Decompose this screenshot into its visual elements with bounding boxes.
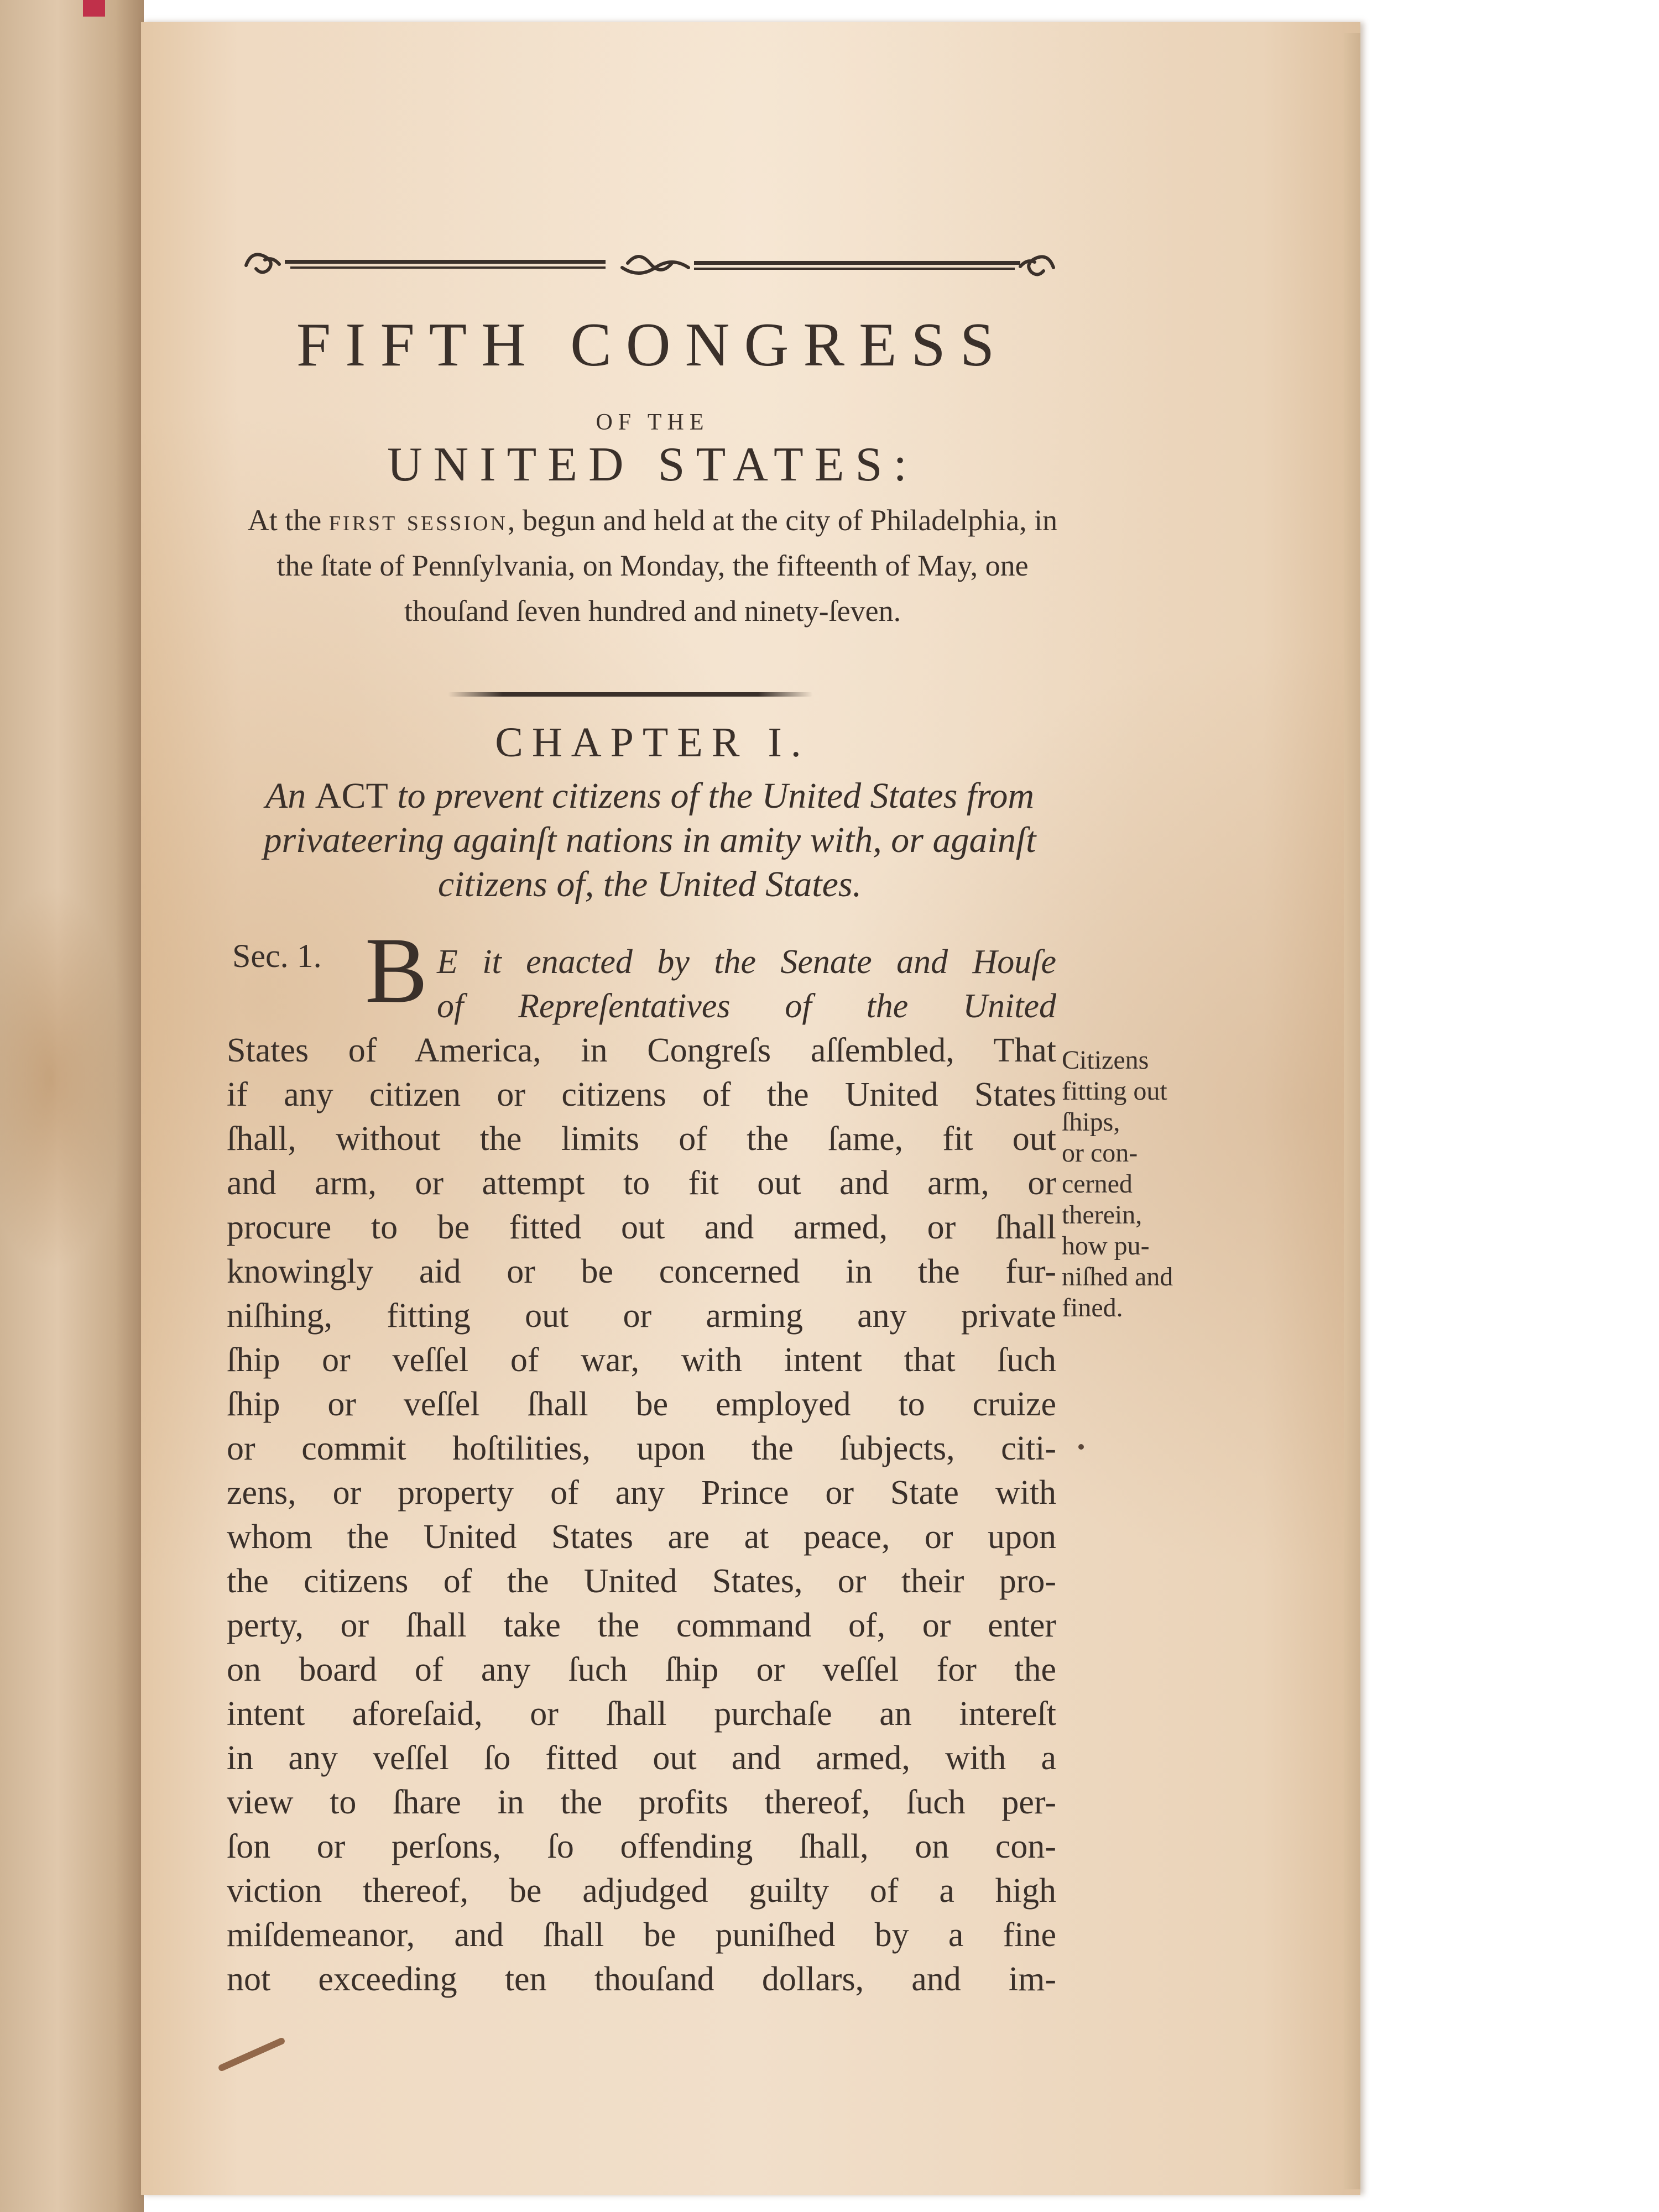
body-line: knowingly aid or be concerned in the fur- bbox=[227, 1253, 1056, 1290]
body-line: whom the United States are at peace, or upon bbox=[227, 1518, 1056, 1556]
act-word: ACT bbox=[315, 776, 388, 816]
act-title bbox=[232, 774, 1067, 907]
page-subtitle: UNITED STATES: bbox=[387, 438, 918, 491]
ribbon-marker bbox=[83, 0, 105, 17]
body-line: not exceeding ten thouſand dollars, and im- bbox=[227, 1960, 1056, 1998]
body-line: niſhing, fitting out or arming any private bbox=[227, 1297, 1056, 1335]
body-line: view to ſhare in the profits thereof, ſuch per- bbox=[227, 1784, 1056, 1821]
title-connector: OF THE bbox=[596, 410, 709, 435]
session-description bbox=[238, 498, 1067, 634]
body-line: of Repreſentatives of the United bbox=[437, 987, 1056, 1025]
drop-cap: B bbox=[365, 918, 428, 1022]
body-line: miſdemeanor, and ſhall be puniſhed by a fine bbox=[227, 1916, 1056, 1954]
page-edge bbox=[1344, 33, 1360, 2189]
session-prefix: At the bbox=[247, 504, 322, 537]
act-description: to prevent citizens of the United States from privateering againſt nations in amity with, or againſt citizens of, the United States. bbox=[263, 776, 1036, 904]
body-line: intent aforeſaid, or ſhall purchaſe an intereſt bbox=[227, 1695, 1056, 1733]
section-body bbox=[227, 940, 1056, 2001]
act-prefix: An bbox=[265, 776, 306, 816]
section-label: Sec. 1. bbox=[232, 938, 322, 974]
chapter-heading: CHAPTER I. bbox=[495, 719, 810, 766]
body-line: ſhip or veſſel of war, with intent that ſuch bbox=[227, 1341, 1056, 1379]
body-line: in any veſſel ſo fitted out and armed, with a bbox=[227, 1739, 1056, 1777]
water-stain bbox=[0, 885, 127, 1272]
body-line: if any citizen or citizens of the United States bbox=[227, 1076, 1056, 1113]
page-title: FIFTH CONGRESS bbox=[296, 311, 1009, 379]
divider-rule bbox=[448, 692, 813, 697]
session-rest: , begun and held at the city of Philadelphia, in the ſtate of Pennſylvania, on Monday, the fifteenth of May, one thouſand ſeven hundred and ninety-ſeven. bbox=[276, 504, 1058, 627]
ornament-rule-icon bbox=[241, 243, 1059, 287]
body-line: or commit hoſtilities, upon the ſubjects, citi- bbox=[227, 1430, 1056, 1467]
margin-note: Citizens fitting out ſhips, or con- cerned therein, how pu- niſhed and fined. bbox=[1062, 1045, 1173, 1322]
ink-speck bbox=[1078, 1444, 1084, 1450]
body-line: on board of any ſuch ſhip or veſſel for the bbox=[227, 1651, 1056, 1688]
body-line: the citizens of the United States, or their pro- bbox=[227, 1562, 1056, 1600]
body-line: perty, or ſhall take the command of, or enter bbox=[227, 1607, 1056, 1644]
body-line: zens, or property of any Prince or State with bbox=[227, 1474, 1056, 1512]
body-line: E it enacted by the Senate and Houſe bbox=[437, 943, 1056, 981]
body-line: procure to be fitted out and armed, or ſhall bbox=[227, 1209, 1056, 1246]
body-line: States of America, in Congreſs aſſembled, That bbox=[227, 1032, 1056, 1069]
body-line: viction thereof, be adjudged guilty of a high bbox=[227, 1872, 1056, 1910]
body-line: ſhall, without the limits of the ſame, fit out bbox=[227, 1120, 1056, 1158]
session-small-caps: first session bbox=[328, 504, 508, 537]
body-line: ſhip or veſſel ſhall be employed to cruize bbox=[227, 1385, 1056, 1423]
body-line: ſon or perſons, ſo offending ſhall, on con- bbox=[227, 1828, 1056, 1865]
body-line: and arm, or attempt to fit out and arm, or bbox=[227, 1164, 1056, 1202]
